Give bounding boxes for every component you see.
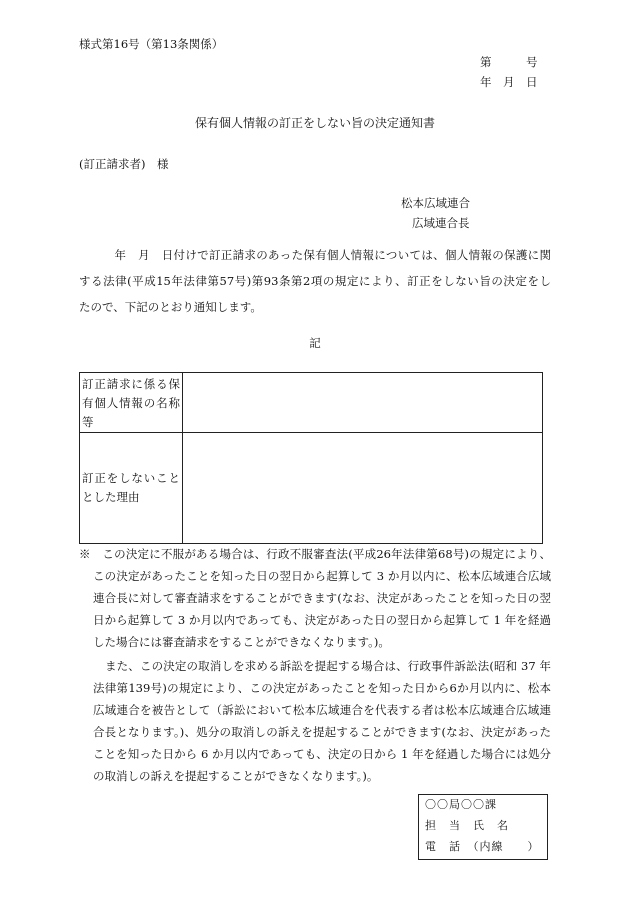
table-divider-vertical — [182, 373, 183, 543]
label-line: とした理由 — [82, 490, 140, 504]
note-line: した場合には審査請求をすることができなくなります。)。 — [93, 635, 390, 649]
document-date: 年 月 日 — [480, 75, 538, 89]
sender-organization: 松本広域連合 — [401, 196, 470, 210]
table-divider-horizontal — [80, 432, 542, 433]
body-line: する法律(平成15年法律第57号)第93条第2項の規定により、訂正をしない旨の決定をし — [79, 274, 551, 288]
sender-title: 広域連合長 — [412, 216, 470, 230]
note-line: 法律第139号)の規定により、この決定があったことを知った日から6か月以内に、松本 — [93, 681, 551, 695]
note-line: ことを知った日から 6 か月以内であっても、決定の日から 1 年を経過した場合には処分 — [93, 747, 551, 761]
contact-phone: 電 話 （内線 ） — [425, 840, 540, 853]
document-title: 保有個人情報の訂正をしない旨の決定通知書 — [194, 116, 435, 130]
document-number: 第 号 — [480, 55, 538, 69]
body-line: たので、下記のとおり通知します。 — [79, 300, 262, 314]
note-line: 連合長に対して審査請求をすることができます(なお、決定があったことを知った日の翌 — [93, 591, 551, 605]
note-line: 合長となります。)、処分の取消しの訴えを提起することができます(なお、決定があった — [93, 725, 551, 739]
label-line: 訂正請求に係る保 — [82, 377, 180, 391]
body-line: 年 月 日付けで訂正請求のあった保有個人情報については、個人情報の保護に関 — [79, 248, 551, 262]
note-line: 日から起算して 3 か月以内であっても、決定があった日の翌日から起算して 1 年を経過 — [93, 613, 551, 627]
note-line: この決定があったことを知った日の翌日から起算して 3 か月以内に、松本広域連合広域 — [93, 569, 551, 583]
contact-person: 担 当 氏 名 — [425, 819, 509, 832]
label-line: 有個人情報の名称 — [82, 396, 180, 410]
contact-department: 〇〇局〇〇課 — [425, 798, 497, 811]
form-number: 様式第16号（第13条関係） — [79, 37, 224, 51]
recipient: (訂正請求者) 様 — [79, 157, 169, 171]
note-line: の取消しの訴えを提起することができなくなります。)。 — [93, 769, 379, 783]
note-line: また、この決定の取消しを求める訴訟を提起する場合は、行政事件訴訟法(昭和 37 年 — [105, 659, 551, 673]
ki-heading: 記 — [309, 336, 321, 350]
label-line: 訂正をしないこと — [82, 471, 180, 485]
table-label-subject-info — [82, 375, 180, 432]
label-line: 等 — [82, 415, 94, 429]
contact-box — [418, 794, 548, 860]
table-label-reason — [82, 469, 180, 507]
note-line: 広域連合を被告として（訴訟において松本広域連合を代表する者は松本広域連合広域連 — [93, 703, 551, 717]
note-line: ※ この決定に不服がある場合は、行政不服審査法(平成26年法律第68号)の規定により、 — [79, 547, 551, 561]
info-table — [79, 372, 543, 544]
